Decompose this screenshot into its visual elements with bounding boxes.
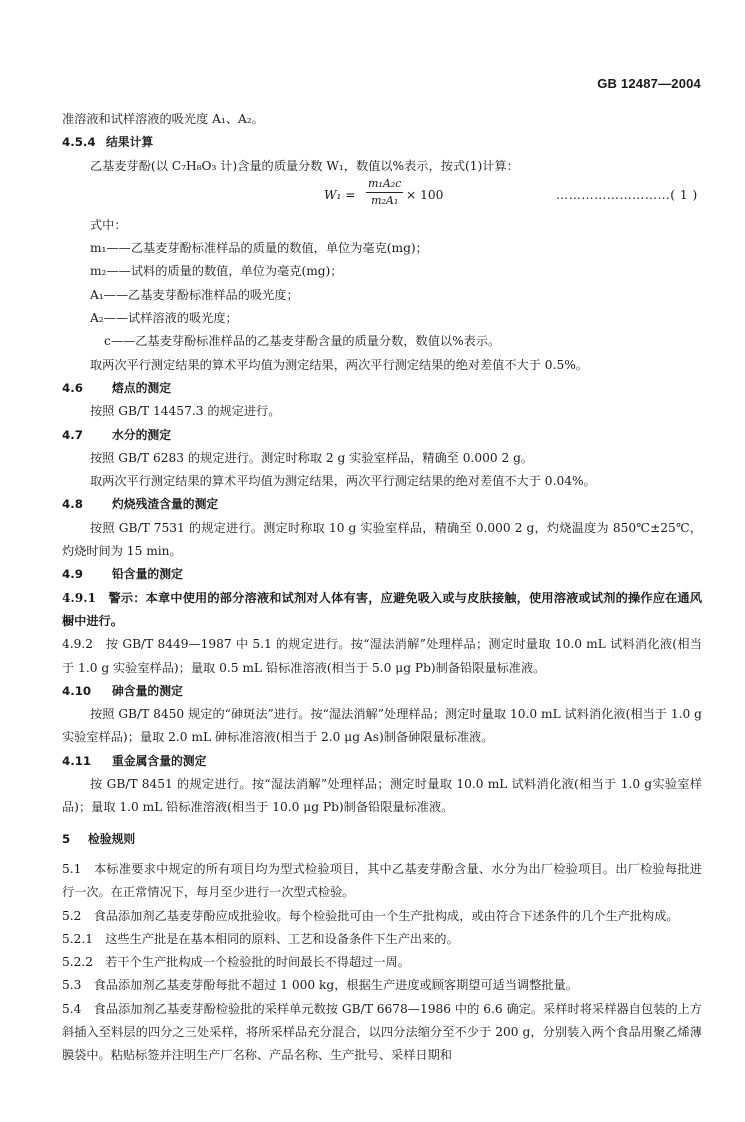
section-heading-4-7: [62, 424, 702, 447]
variable-a2: A₂——试样溶液的吸光度；: [90, 311, 238, 326]
text-line: 按照 GB/T 14457.3 的规定进行。: [90, 404, 281, 419]
paragraph: 按照 GB/T 8450 规定的“砷斑法”进行。按“湿法消解”处理样品；测定时量取 10.0 mL 试料消化液(相当于 1.0 g 实验室样品)；量取 2.0 mL 砷标准溶液(相当于 2.0 μg As)制备砷限量标准液。: [62, 707, 702, 745]
paragraph: 按 GB/T 8451 的规定进行。按“湿法消解”处理样品；测定时量取 10.0 mL 试料消化液(相当于 1.0 g实验室样品)；量取 1.0 mL 铅标准溶液(相当于 10.0 μg Pb)制备铅限量标准液。: [62, 777, 702, 815]
section-title: 铅含量的测定: [112, 567, 183, 582]
variable-c: c——乙基麦芽酚标准样品的乙基麦芽酚含量的质量分数，数值以%表示。: [104, 334, 501, 349]
formula-denominator: m₂A₁: [371, 193, 399, 207]
paragraph: 5.4 食品添加剂乙基麦芽酚检验批的采样单元数按 GB/T 6678—1986 中的 6.6 确定。采样时将采样器自包装的上方斜插入至料层的四分之三处采样，将所采样品充分混合，以四分法缩分至不少于 200 g，分别装入两个食品用聚乙烯薄膜袋中。粘贴标签并注明生产厂名称、产品名称、生产批号、采样日期和: [62, 1001, 702, 1063]
formula-fraction: [366, 176, 403, 209]
section-heading-4-9: [62, 563, 702, 586]
variable-m1: m₁——乙基麦芽酚标准样品的质量的数值，单位为毫克(mg)；: [90, 241, 428, 256]
variable-a1: A₁——乙基麦芽酚标准样品的吸光度；: [90, 287, 299, 302]
warning-paragraph: 4.9.1 警示：本章中使用的部分溶液和试剂对人体有害，应避免吸入或与皮肤接触，使用溶液或试剂的操作应在通风橱中进行。: [62, 590, 702, 628]
formula-number: ………………………( 1 ): [556, 187, 698, 202]
formula-lhs: W₁ =: [324, 187, 356, 202]
section-heading-4-11: [62, 750, 702, 773]
section-number: 4.6: [62, 380, 83, 395]
section-title: 结果计算: [106, 135, 154, 150]
section-heading-4-8: [62, 493, 702, 516]
section-number: 4.5.4: [62, 135, 96, 150]
text-line: 取两次平行测定结果的算术平均值为测定结果，两次平行测定结果的绝对差值不大于 0.04%。: [90, 474, 596, 489]
text-line: 5.2.1 这些生产批是在基本相同的原料、工艺和设备条件下生产出来的。: [62, 931, 459, 946]
section-number: 4.10: [62, 683, 92, 698]
formula-multiplier: × 100: [406, 187, 444, 202]
standard-number: GB 12487—2004: [597, 76, 701, 91]
section-heading-4-10: [62, 680, 702, 703]
formula-1: [62, 178, 702, 214]
section-heading-4-5-4: [62, 131, 702, 154]
text-line: 按照 GB/T 6283 的规定进行。测定时称取 2 g 实验室样品，精确至 0.000 2 g。: [90, 450, 534, 465]
section-heading-4-6: [62, 377, 702, 400]
section-title: 熔点的测定: [112, 380, 171, 395]
text-line: 5.3 食品添加剂乙基麦芽酚每批不超过 1 000 kg，根据生产进度或顾客期望可适当调整批量。: [62, 978, 578, 993]
formula-numerator: m₁A₂c: [366, 176, 403, 193]
text-line: 5.2.2 若干个生产批构成一个检验批的时间最长不得超过一周。: [62, 955, 410, 970]
where-label: 式中：: [90, 217, 127, 232]
section-title: 水分的测定: [112, 427, 171, 442]
section-number: 5: [62, 831, 71, 846]
section-number: 4.11: [62, 753, 92, 768]
calc-intro: 乙基麦芽酚(以 C₇H₈O₃ 计)含量的质量分数 W₁，数值以%表示，按式(1)计算：: [90, 158, 519, 173]
paragraph: 5.2 食品添加剂乙基麦芽酚应成批验收。每个检验批可由一个生产批构成，或由符合下述条件的几个生产批构成。: [62, 908, 679, 923]
section-number: 4.9: [62, 567, 83, 582]
section-title: 重金属含量的测定: [112, 753, 207, 768]
section-number: 4.7: [62, 427, 83, 442]
section-title: 砷含量的测定: [112, 683, 183, 698]
document-body: [62, 108, 702, 1068]
paragraph: 按照 GB/T 7531 的规定进行。测定时称取 10 g 实验室样品，精确至 0.000 2 g，灼烧温度为 850℃±25℃，灼烧时间为 15 min。: [62, 520, 702, 559]
section-title: 检验规则: [88, 831, 136, 846]
paragraph: 4.9.2 按 GB/T 8449—1987 中 5.1 的规定进行。按“湿法消解”处理样品；测定时量取 10.0 mL 试料消化液(相当于 1.0 g 实验室样品)；量取 0.5 mL 铅标准溶液(相当于 5.0 μg Pb)制备铅限量标准液。: [62, 637, 702, 675]
section-title: 灼烧残渣含量的测定: [112, 497, 219, 512]
text-line: 准溶液和试样溶液的吸光度 A₁、A₂。: [62, 112, 264, 126]
section-heading-5: [62, 828, 702, 851]
section-number: 4.8: [62, 497, 83, 512]
variable-m2: m₂——试料的质量的数值，单位为毫克(mg)；: [90, 264, 343, 279]
paragraph: 5.1 本标准要求中规定的所有项目均为型式检验项目，其中乙基麦芽酚含量、水分为出厂检验项目。出厂检验每批进行一次。在正常情况下，每月至少进行一次型式检验。: [62, 861, 702, 900]
text-line: 取两次平行测定结果的算术平均值为测定结果，两次平行测定结果的绝对差值不大于 0.5%。: [90, 357, 588, 372]
